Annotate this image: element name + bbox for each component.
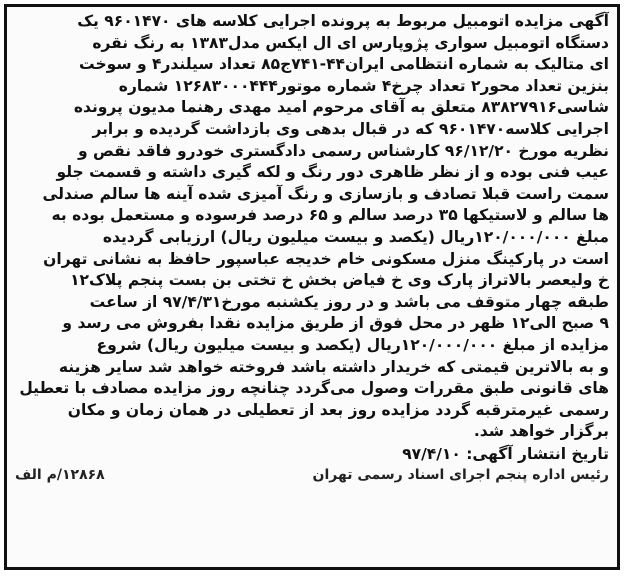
notice-line: دستگاه اتومبیل سواری پژوپارس ای ال ایکس مدل۱۳۸۳ به رنگ نقره <box>92 33 609 52</box>
notice-line: بنزین تعداد محور۲ تعداد چرخ۴ شماره موتور۱۲۶۸۳۰۰۰۴۴۴ شماره <box>118 76 609 95</box>
notice-line: مزایده از مبلغ ۱۲۰/۰۰۰/۰۰۰ریال (یکصد و بیست میلیون ریال) شروع <box>96 335 609 354</box>
notice-line: شاسی۸۳۸۲۷۹۱۶ متعلق به آقای مرحوم امید مهدی رهنما مدیون پرونده <box>73 98 609 117</box>
notice-line: ها سالم و لاستیکها ۳۵ درصد سالم و ۶۵ درصد فرسوده و مستعمل بوده به <box>51 206 609 225</box>
notice-line: طبقه چهار متوقف می باشد و در روز یکشنبه مورخ۹۷/۴/۳۱ از ساعت <box>89 292 609 311</box>
notice-line: مبلغ ۱۲۰/۰۰۰/۰۰۰ریال (یکصد و بیست میلیون ریال) ارزیابی گردیده <box>102 227 609 246</box>
notice-line: نظریه مورخ ۹۶/۱۲/۲۰ کارشناس رسمی دادگستری خودرو فاقد نقص و <box>77 141 609 160</box>
notice-footer <box>15 467 609 483</box>
notice-line: اجرایی کلاسه۹۶۰۱۴۷۰ که در قبال بدهی وی بازداشت گردیده و برابر <box>92 119 609 138</box>
notice-line: ای متالیک به شماره انتظامی ایران۴۴-۷۴۱ج۸۵ تعداد سیلندر۴ و سوخت <box>79 55 609 74</box>
notice-line: آگهی مزایده اتومبیل مربوط به پرونده اجرایی کلاسه های ۹۶۰۱۴۷۰ یک <box>77 12 609 30</box>
notice-line: سمت راست قبلا تصادف و بازسازی و رنگ آمیزی شده آینه ها سالم صندلی <box>42 184 609 203</box>
notice-body <box>15 11 609 465</box>
issuer-signature: رئیس اداره پنجم اجرای اسناد رسمی تهران <box>312 467 609 484</box>
reference-number: ۱۲۸۶۸/م الف <box>15 467 105 484</box>
notice-line: های قانونی طبق مقررات وصول می‌گردد چنانچه روز مزایده مصادف با تعطیل <box>19 379 609 398</box>
notice-line: برگزار خواهد شد. <box>473 422 609 441</box>
notice-line: خ ولیعصر بالاتراز پارک وی خ فیاض بخش خ تختی بن بست پنجم پلاک۱۲ <box>70 271 609 290</box>
notice-line: ۹ صبح الی۱۲ ظهر در محل فوق از طریق مزایده نقدا بفروش می رسد و <box>62 314 609 333</box>
auction-notice <box>4 4 620 570</box>
notice-line: رسمی غیرمترقبه گردد مزایده روز بعد از تعطیلی در همان زمان و مکان <box>67 400 609 419</box>
notice-line: عیب فنی بوده و از نظر ظاهری دور رنگ و لکه گیری داشته و قسمت جلو <box>56 163 609 182</box>
notice-line: و به بالاترین قیمتی که خریدار داشته باشد فروخته خواهد شد سایر هزینه <box>58 357 609 376</box>
notice-line: است در پارکینگ منزل مسکونی خام خدیجه عباسپور حافظ به نشانی تهران <box>43 249 609 268</box>
publish-date: تاریخ انتشار آگهی: ۹۷/۴/۱۰ <box>402 444 609 463</box>
